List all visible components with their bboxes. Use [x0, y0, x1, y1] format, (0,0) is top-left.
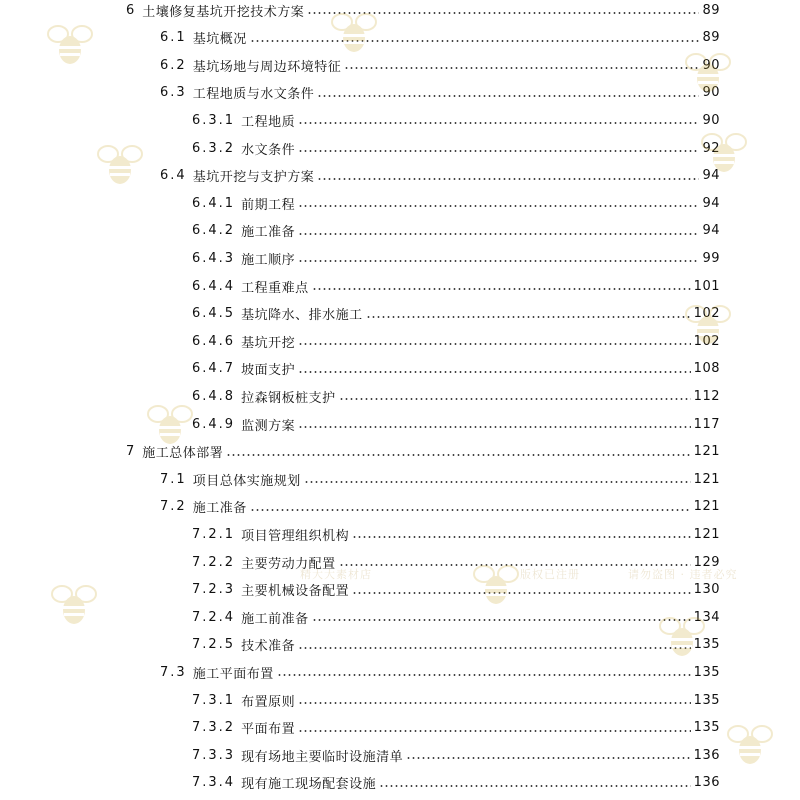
toc-entry-title: 工程地质 — [241, 114, 296, 130]
dot-leader — [298, 150, 699, 152]
toc-entry-page-number: 90 — [702, 57, 720, 73]
toc-entry-title: 坡面支护 — [241, 363, 296, 379]
toc-entry-page-number: 129 — [693, 554, 720, 570]
toc-entry-page-number: 136 — [693, 775, 720, 791]
toc-entry-number: 6.4.1 — [192, 195, 236, 211]
watermark-text: 版权已注册 — [520, 568, 580, 581]
dot-leader — [298, 205, 699, 207]
toc-entry-number: 7.1 — [160, 471, 187, 487]
toc-entry-page-number: 135 — [693, 692, 720, 708]
dot-leader — [406, 757, 691, 759]
toc-entry-title: 施工准备 — [241, 225, 296, 241]
dot-leader — [339, 398, 691, 400]
dot-leader — [298, 371, 691, 373]
toc-entry[interactable] — [192, 386, 720, 406]
toc-entry-title: 工程地质与水文条件 — [192, 87, 315, 103]
dot-leader — [298, 343, 691, 345]
dot-leader — [298, 122, 699, 124]
toc-entry-title: 主要机械设备配置 — [241, 584, 350, 600]
toc-entry-title: 基坑开挖与支护方案 — [192, 170, 315, 186]
toc-entry-number: 7.2.4 — [192, 609, 236, 625]
toc-entry-page-number: 90 — [702, 112, 720, 128]
toc-entry-number: 6.1 — [160, 30, 187, 46]
toc-entry-title: 现有场地主要临时设施清单 — [241, 749, 404, 765]
toc-entry-number: 6.4.6 — [192, 333, 236, 349]
toc-entry-page-number: 121 — [693, 444, 720, 460]
toc-entry-number: 7.2.3 — [192, 582, 236, 598]
toc-entry[interactable] — [192, 304, 720, 324]
dot-leader — [298, 702, 691, 704]
dot-leader — [304, 481, 691, 483]
dot-leader — [307, 12, 699, 14]
toc-entry[interactable] — [160, 497, 720, 517]
toc-entry-number: 7.3 — [160, 664, 187, 680]
toc-entry-number: 6.3.2 — [192, 140, 236, 156]
toc-entry-page-number: 130 — [693, 582, 720, 598]
toc-entry-number: 6.4.4 — [192, 278, 236, 294]
toc-entry-page-number: 92 — [702, 140, 720, 156]
toc-entry-page-number: 136 — [693, 747, 720, 763]
toc-entry[interactable] — [192, 138, 720, 158]
toc-entry-number: 7.3.3 — [192, 747, 236, 763]
dot-leader — [312, 619, 691, 621]
toc-entry-title: 现有施工现场配套设施 — [241, 777, 377, 793]
toc-entry-number: 7.2 — [160, 499, 187, 515]
toc-entry-title: 监测方案 — [241, 418, 296, 434]
toc-entry-title: 项目总体实施规划 — [192, 473, 301, 489]
dot-leader — [250, 40, 699, 42]
toc-entry[interactable] — [126, 0, 720, 20]
toc-entry[interactable] — [192, 331, 720, 351]
toc-entry-page-number: 117 — [693, 416, 720, 432]
toc-entry-number: 6.4.3 — [192, 250, 236, 266]
dot-leader — [317, 178, 699, 180]
toc-entry-page-number: 135 — [693, 664, 720, 680]
toc-entry-title: 施工平面布置 — [192, 666, 274, 682]
toc-entry[interactable] — [192, 414, 720, 434]
toc-entry[interactable] — [126, 442, 720, 462]
dot-leader — [352, 536, 691, 538]
toc-entry-number: 7.3.2 — [192, 720, 236, 736]
toc-entry-number: 6.4.9 — [192, 416, 236, 432]
toc-entry-number: 6.4.2 — [192, 223, 236, 239]
toc-entry[interactable] — [160, 55, 720, 75]
toc-entry[interactable] — [192, 580, 720, 600]
toc-entry-page-number: 90 — [702, 85, 720, 101]
dot-leader — [366, 316, 691, 318]
toc-entry[interactable] — [160, 28, 720, 48]
toc-entry-page-number: 101 — [693, 278, 720, 294]
toc-entry[interactable] — [192, 248, 720, 268]
dot-leader — [317, 95, 699, 97]
toc-entry-page-number: 135 — [693, 637, 720, 653]
toc-entry-title: 基坑概况 — [192, 32, 247, 48]
toc-entry-title: 施工前准备 — [241, 611, 309, 627]
watermark-text: 请勿盗图 · 违者必究 — [628, 568, 738, 581]
toc-entry-number: 6.4.7 — [192, 361, 236, 377]
watermark-text: 精大大素材店 — [300, 568, 372, 581]
toc-entry-title: 布置原则 — [241, 694, 296, 710]
toc-entry-number: 7.2.1 — [192, 526, 236, 542]
toc-entry-number: 6.3 — [160, 85, 187, 101]
dot-leader — [344, 67, 699, 69]
toc-entry[interactable] — [192, 110, 720, 130]
dot-leader — [379, 785, 691, 787]
toc-entry-page-number: 102 — [693, 333, 720, 349]
toc-entry-number: 6.4.8 — [192, 388, 236, 404]
toc-entry-title: 工程重难点 — [241, 280, 309, 296]
toc-entry-title: 土壤修复基坑开挖技术方案 — [142, 4, 305, 20]
dot-leader — [250, 509, 691, 511]
toc-entry-title: 前期工程 — [241, 197, 296, 213]
dot-leader — [298, 260, 699, 262]
toc-entry-page-number: 94 — [702, 195, 720, 211]
toc-entry[interactable] — [192, 718, 720, 738]
toc-entry[interactable] — [192, 607, 720, 627]
toc-entry-title: 平面布置 — [241, 722, 296, 738]
toc-entry[interactable] — [192, 524, 720, 544]
toc-entry-page-number: 94 — [702, 223, 720, 239]
dot-leader — [312, 288, 691, 290]
toc-entry-title: 施工总体部署 — [142, 446, 224, 462]
toc-entry-number: 7.2.5 — [192, 637, 236, 653]
toc-entry-number: 7.3.1 — [192, 692, 236, 708]
toc-entry-page-number: 121 — [693, 526, 720, 542]
toc-entry-page-number: 94 — [702, 168, 720, 184]
toc-entry-page-number: 135 — [693, 720, 720, 736]
toc-entry-number: 7 — [126, 444, 137, 460]
toc-entry-page-number: 108 — [693, 361, 720, 377]
toc-entry-page-number: 121 — [693, 471, 720, 487]
toc-entry-title: 基坑降水、排水施工 — [241, 308, 363, 324]
toc-entry-page-number: 112 — [693, 388, 720, 404]
toc-entry[interactable] — [192, 635, 720, 655]
toc-entry-page-number: 89 — [702, 2, 720, 18]
toc-entry-title: 施工顺序 — [241, 252, 296, 268]
toc-entry-number: 7.3.4 — [192, 775, 236, 791]
toc-entry-page-number: 102 — [693, 306, 720, 322]
toc-entry-title: 主要劳动力配置 — [241, 556, 336, 572]
dot-leader — [226, 454, 690, 456]
toc-entry[interactable] — [192, 221, 720, 241]
toc-entry-number: 6.4.5 — [192, 306, 236, 322]
dot-leader — [298, 233, 699, 235]
dot-leader — [298, 647, 691, 649]
toc-entry-number: 6.2 — [160, 57, 187, 73]
toc-entry-page-number: 121 — [693, 499, 720, 515]
toc-entry-title: 技术准备 — [241, 639, 296, 655]
toc-entry[interactable] — [160, 662, 720, 682]
dot-leader — [352, 592, 691, 594]
toc-entry-page-number: 99 — [702, 250, 720, 266]
dot-leader — [298, 730, 691, 732]
toc-entry-title: 基坑场地与周边环境特征 — [192, 59, 342, 75]
toc-entry-title: 基坑开挖 — [241, 335, 296, 351]
toc-entry-title: 拉森钢板桩支护 — [241, 390, 336, 406]
toc-entry-title: 项目管理组织机构 — [241, 528, 350, 544]
toc-entry[interactable] — [192, 276, 720, 296]
toc-entry-number: 6 — [126, 2, 137, 18]
toc-entry[interactable] — [160, 166, 720, 186]
toc-entry[interactable] — [192, 359, 720, 379]
toc-entry[interactable] — [160, 83, 720, 103]
toc-entry-number: 7.2.2 — [192, 554, 236, 570]
toc-entry[interactable] — [192, 773, 720, 793]
toc-entry[interactable] — [160, 469, 720, 489]
toc-entry[interactable] — [192, 690, 720, 710]
toc-entry-title: 施工准备 — [192, 501, 247, 517]
toc-entry-page-number: 89 — [702, 30, 720, 46]
toc-entry-number: 6.3.1 — [192, 112, 236, 128]
toc-entry-title: 水文条件 — [241, 142, 296, 158]
dot-leader — [277, 674, 691, 676]
toc-entry[interactable] — [192, 193, 720, 213]
toc-entry[interactable] — [192, 745, 720, 765]
dot-leader — [298, 426, 691, 428]
toc-entry-number: 6.4 — [160, 168, 187, 184]
toc-entry-page-number: 134 — [693, 609, 720, 625]
